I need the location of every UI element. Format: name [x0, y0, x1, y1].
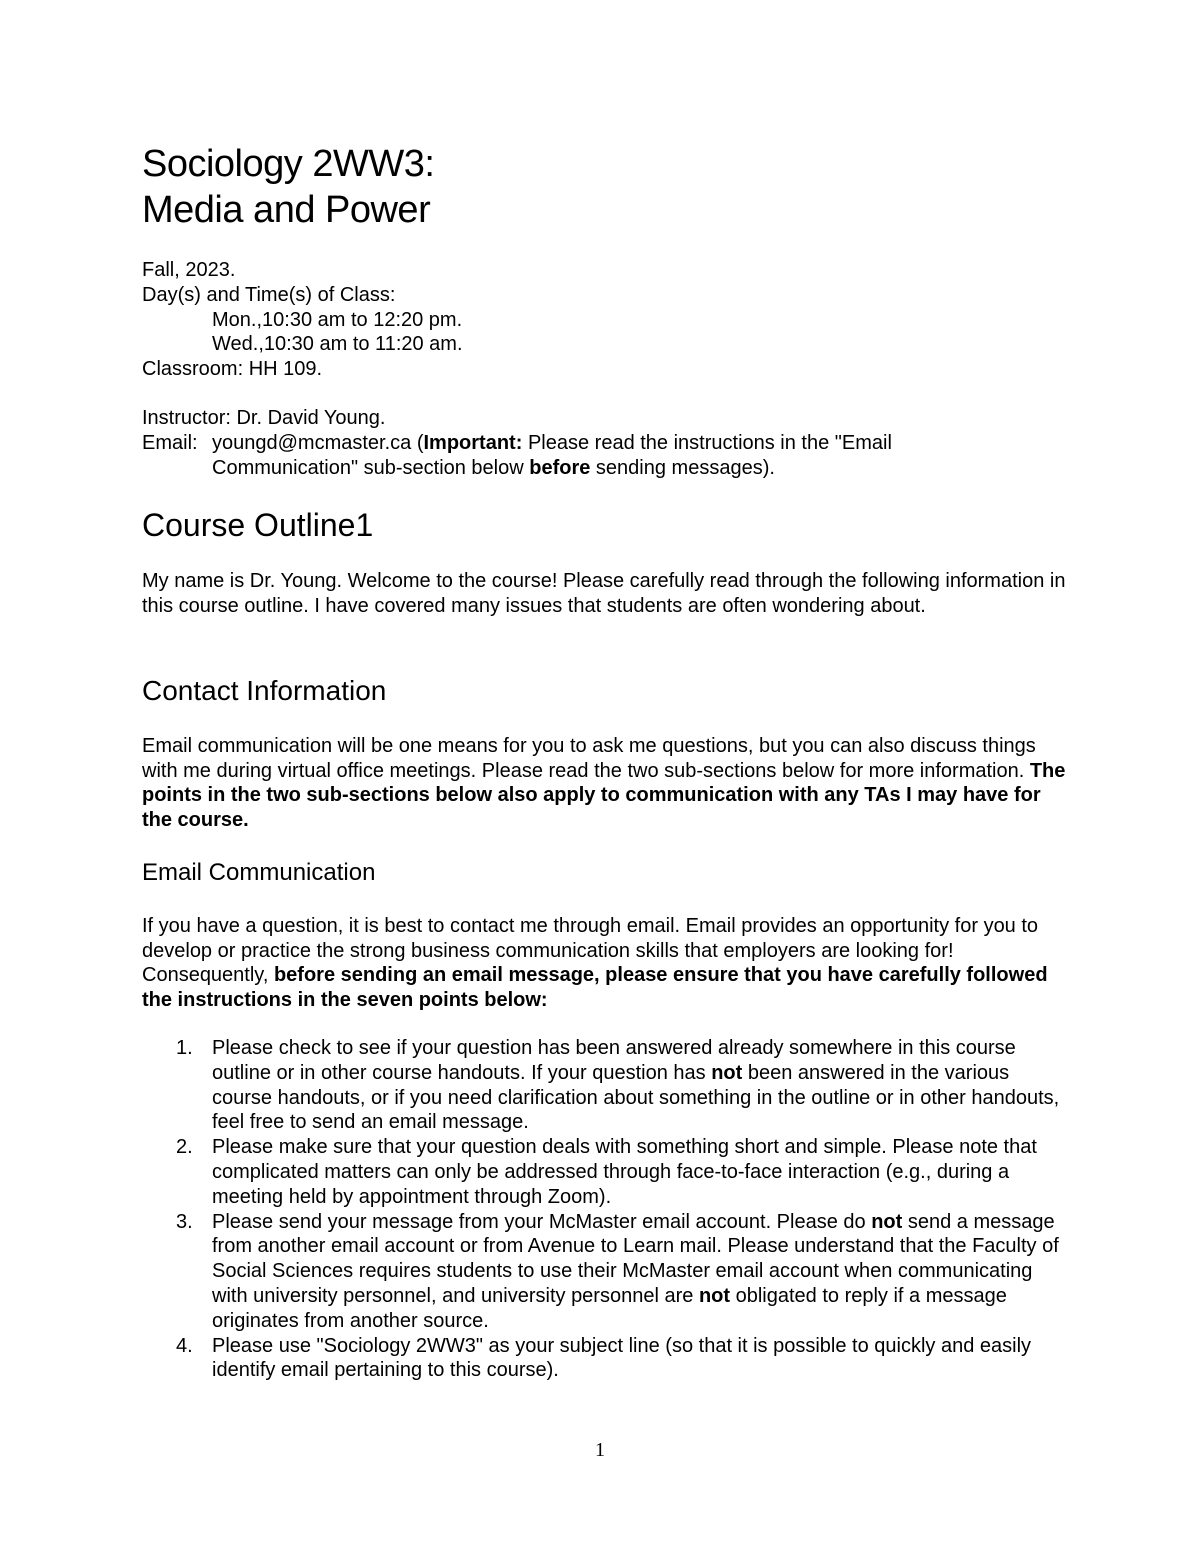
list-item: 3. Please send your message from your McMaster email account. Please do not send a message from another email account or from Avenue to Learn mail. Please understand that the Faculty of Social Sciences requires students to use their McMaster email account when communicating with university personnel, and university personnel are not obligated to reply if a message originates from another source. — [176, 1210, 1059, 1332]
email-important: Important: — [423, 432, 523, 454]
page-number: 1 — [595, 1439, 605, 1461]
contact-info-text: Email communication will be one means for you to ask me questions, but you can also discuss things with me during virtual office meetings. Please read the two sub-sections below for more information. The points in the two sub-sections below also apply to communication with any TAs I may have for the course. — [142, 735, 1066, 832]
course-title-line1: Sociology 2WW3: — [142, 143, 435, 185]
email-communication-text: If you have a question, it is best to contact me through email. Email provides an opportunity for you to develop or practice the strong business communication skills that employers are looking for! Consequently, before sending an email message, please ensure that you have carefully followed the instructions in the seven points below: — [142, 915, 1048, 1012]
instructor: Instructor: Dr. David Young. — [142, 407, 386, 429]
email-line: youngd@mcmaster.ca (Important: Please read the instructions in the "Email — [212, 432, 892, 454]
outline-intro: My name is Dr. Young. Welcome to the course! Please carefully read through the following information in this course outline. I have covered many issues that students are often wondering about. — [142, 570, 1066, 617]
list-item: 2. Please make sure that your question deals with something short and simple. Please note that complicated matters can only be addressed through face-to-face interaction (e.g., during a meeting held by appointment through Zoom). — [176, 1136, 1037, 1208]
days-times-label: Day(s) and Time(s) of Class: — [142, 284, 396, 306]
email-note-line2: Communication" sub-section below before sending messages). — [212, 457, 775, 479]
class-time-monday: Mon.,10:30 am to 12:20 pm. — [212, 309, 463, 331]
term: Fall, 2023. — [142, 259, 236, 281]
course-outline-heading: Course Outline1 — [142, 507, 374, 543]
course-title-line2: Media and Power — [142, 189, 431, 231]
list-item: 1. Please check to see if your question has been answered already somewhere in this course outline or in other course handouts. If your question has not been answered in the various course handouts, or if you need clarification about something in the outline or in other handouts, feel free to send an email message. — [176, 1037, 1060, 1134]
contact-info-heading: Contact Information — [142, 675, 387, 706]
email-address[interactable]: youngd@mcmaster.ca — [212, 432, 412, 454]
class-time-wednesday: Wed.,10:30 am to 11:20 am. — [212, 333, 463, 355]
list-item: 4. Please use "Sociology 2WW3" as your subject line (so that it is possible to quickly and easily identify email pertaining to this course). — [176, 1334, 1032, 1382]
email-communication-heading: Email Communication — [142, 859, 376, 886]
classroom: Classroom: HH 109. — [142, 358, 323, 380]
email-instructions-list — [142, 1036, 1067, 1383]
email-label: Email: — [142, 432, 198, 454]
